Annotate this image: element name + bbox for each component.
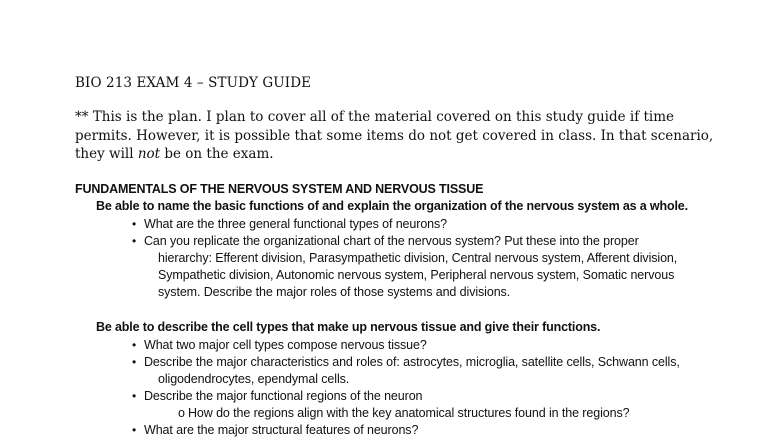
objective-heading: Be able to name the basic functions of and explain the organization of the nervous system as a whole. [96,199,688,213]
document-title: BIO 213 EXAM 4 – STUDY GUIDE [75,75,312,91]
list-item [130,337,710,354]
section-heading: FUNDAMENTALS OF THE NERVOUS SYSTEM AND NERVOUS TISSUE [75,182,484,196]
sub-bullet-icon: o [178,406,185,420]
bullet-text: What two major cell types compose nervous tissue? [144,338,427,352]
bullet-text: Can you replicate the organizational chart of the nervous system? Put these into the proper [144,234,639,248]
objective-heading: Be able to describe the cell types that make up nervous tissue and give their functions. [96,320,601,334]
intro-paragraph [75,108,715,164]
bullet-icon: • [132,389,137,403]
bullet-icon: • [132,355,137,369]
intro-text: ** This is the plan. I plan to cover all of the material covered on this study guide if time permits. However, it is possible that some items do not get covered in class. In that scenario, they will [75,109,714,162]
list-item [130,216,710,233]
objective-bullet-list [130,337,710,439]
bullet-text-continued: oligodendrocytes, ependymal cells. [158,372,350,386]
bullet-icon: • [132,423,137,437]
bullet-text: What are the three general functional types of neurons? [144,217,448,231]
sub-list-item [130,405,710,422]
bullet-text: Describe the major characteristics and roles of: astrocytes, microglia, satellite cells, Schwann cells, [144,355,680,369]
intro-text-end: be on the exam. [160,146,274,162]
objective-bullet-list [130,216,710,301]
bullet-icon: • [132,234,137,248]
bullet-text-continued: hierarchy: Efferent division, Parasympathetic division, Central nervous system, Afferent division, [158,251,678,265]
sub-bullet-text: How do the regions align with the key anatomical structures found in the regions? [188,406,630,420]
list-item [130,354,710,388]
list-item [130,233,710,301]
bullet-icon: • [132,217,137,231]
list-item [130,388,710,405]
list-item [130,422,710,439]
bullet-text: Describe the major functional regions of the neuron [144,389,423,403]
bullet-text: What are the major structural features of neurons? [144,423,419,437]
bullet-text-continued: Sympathetic division, Autonomic nervous system, Peripheral nervous system, Somatic nervous [158,268,675,282]
bullet-icon: • [132,338,137,352]
intro-emphasis: not [137,146,161,162]
bullet-text-continued: system. Describe the major roles of those systems and divisions. [158,285,511,299]
